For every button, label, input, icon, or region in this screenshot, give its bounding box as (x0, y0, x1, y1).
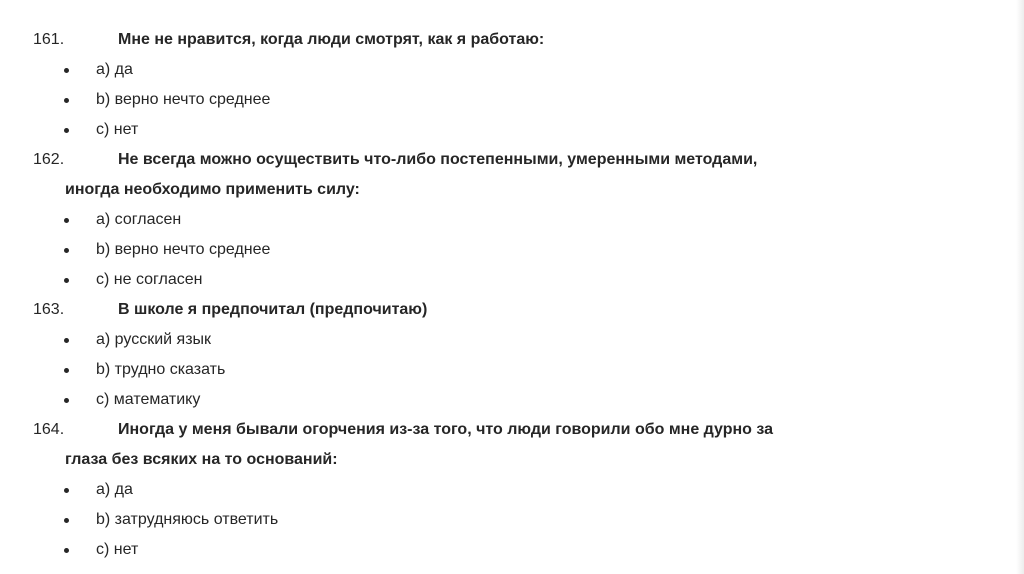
option-text: b) верно нечто среднее (96, 241, 271, 258)
question-text: В школе я предпочитал (предпочитаю) (118, 301, 428, 318)
question-162 (0, 145, 1010, 295)
question-text: Иногда у меня бывали огорчения из-за того, что люди говорили обо мне дурно за (118, 421, 774, 438)
option-list (0, 475, 1010, 565)
option-item (0, 265, 1010, 295)
question-number: 163. (33, 301, 65, 318)
question-161 (0, 25, 1010, 145)
question-number: 164. (33, 421, 65, 438)
option-text: c) нет (96, 121, 139, 138)
bullet-icon (64, 398, 69, 403)
slide-edge (1016, 0, 1024, 574)
option-text: b) трудно сказать (96, 361, 226, 378)
option-item (0, 385, 1010, 415)
question-header (0, 295, 1010, 325)
option-text: c) нет (96, 541, 139, 558)
option-item (0, 355, 1010, 385)
question-continuation-line (0, 445, 1010, 475)
bullet-icon (64, 278, 69, 283)
bullet-icon (64, 368, 69, 373)
option-list (0, 205, 1010, 295)
bullet-icon (64, 128, 69, 133)
question-continuation: иногда необходимо применить силу: (65, 181, 360, 198)
question-163 (0, 295, 1010, 415)
question-header (0, 25, 1010, 55)
option-text: c) математику (96, 391, 201, 408)
option-item (0, 505, 1010, 535)
option-text: a) согласен (96, 211, 182, 228)
question-continuation: глаза без всяких на то оснований: (65, 451, 338, 468)
question-number: 162. (33, 151, 65, 168)
option-item (0, 55, 1010, 85)
option-list (0, 325, 1010, 415)
option-text: c) не согласен (96, 271, 203, 288)
option-text: a) да (96, 481, 133, 498)
question-list (0, 25, 1010, 565)
bullet-icon (64, 248, 69, 253)
option-item (0, 235, 1010, 265)
option-item (0, 475, 1010, 505)
option-text: a) русский язык (96, 331, 212, 348)
question-164 (0, 415, 1010, 565)
bullet-icon (64, 98, 69, 103)
question-number: 161. (33, 31, 65, 48)
bullet-icon (64, 548, 69, 553)
bullet-icon (64, 518, 69, 523)
bullet-icon (64, 68, 69, 73)
option-text: a) да (96, 61, 133, 78)
question-header (0, 145, 1010, 175)
option-list (0, 55, 1010, 145)
option-item (0, 325, 1010, 355)
option-text: b) верно нечто среднее (96, 91, 271, 108)
option-item (0, 85, 1010, 115)
option-item (0, 535, 1010, 565)
option-item (0, 205, 1010, 235)
question-continuation-line (0, 175, 1010, 205)
question-header (0, 415, 1010, 445)
bullet-icon (64, 338, 69, 343)
question-text: Не всегда можно осуществить что-либо постепенными, умеренными методами, (118, 151, 758, 168)
bullet-icon (64, 488, 69, 493)
option-item (0, 115, 1010, 145)
question-text: Мне не нравится, когда люди смотрят, как я работаю: (118, 31, 545, 48)
option-text: b) затрудняюсь ответить (96, 511, 279, 528)
bullet-icon (64, 218, 69, 223)
